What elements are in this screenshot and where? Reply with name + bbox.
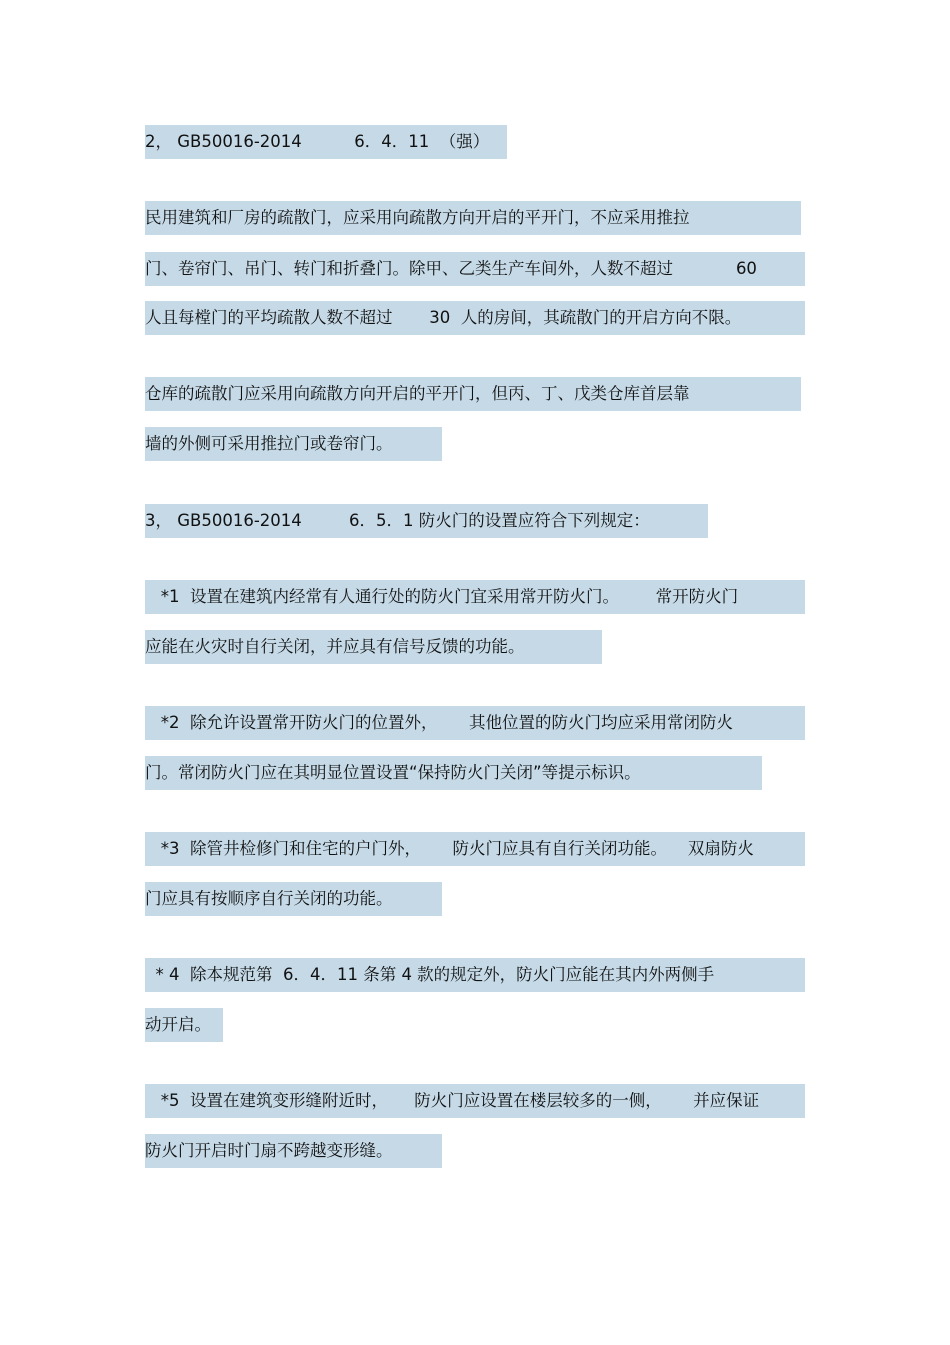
paragraph-line: 墙的外侧可采用推拉门或卷帘门。 xyxy=(145,427,442,461)
paragraph-line: 民用建筑和厂房的疏散门，应采用向疏散方向开启的平开门，不应采用推拉 xyxy=(145,201,801,235)
heading-rule-6-5-1: 3， GB50016-2014 6．5．1 防火门的设置应符合下列规定： xyxy=(145,504,708,538)
list-item-line: 动开启。 xyxy=(145,1008,223,1042)
list-item-line: 门。常闭防火门应在其明显位置设置“保持防火门关闭”等提示标识。 xyxy=(145,756,762,790)
paragraph-line: 仓库的疏散门应采用向疏散方向开启的平开门，但丙、丁、戊类仓库首层靠 xyxy=(145,377,801,411)
paragraph-line: 人且每樘门的平均疏散人数不超过 30 人的房间，其疏散门的开启方向不限。 xyxy=(145,301,805,335)
list-item-line: *5 设置在建筑变形缝附近时， 防火门应设置在楼层较多的一侧， 并应保证 xyxy=(145,1084,805,1118)
list-item-line: 应能在火灾时自行关闭，并应具有信号反馈的功能。 xyxy=(145,630,602,664)
list-item-line: *2 除允许设置常开防火门的位置外， 其他位置的防火门均应采用常闭防火 xyxy=(145,706,805,740)
paragraph-line: 门、卷帘门、吊门、转门和折叠门。除甲、乙类生产车间外，人数不超过 60 xyxy=(145,252,805,286)
heading-rule-6-4-11: 2， GB50016-2014 6．4．11 （强） xyxy=(145,125,507,159)
list-item-line: *3 除管井检修门和住宅的户门外， 防火门应具有自行关闭功能。 双扇防火 xyxy=(145,832,805,866)
list-item-line: 门应具有按顺序自行关闭的功能。 xyxy=(145,882,442,916)
list-item-line: 防火门开启时门扇不跨越变形缝。 xyxy=(145,1134,442,1168)
list-item-line: *1 设置在建筑内经常有人通行处的防火门宜采用常开防火门。 常开防火门 xyxy=(145,580,805,614)
list-item-line: * 4 除本规范第 6．4．11 条第 4 款的规定外，防火门应能在其内外两侧手 xyxy=(145,958,805,992)
